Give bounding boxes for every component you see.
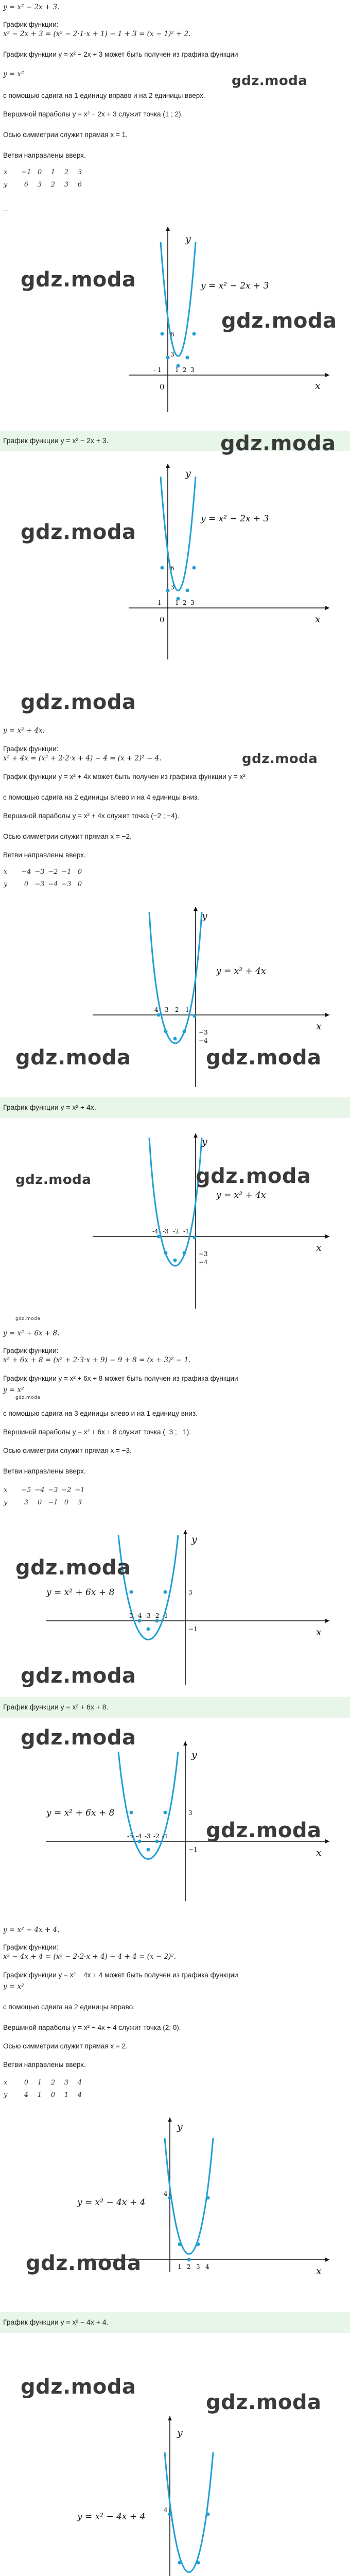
x-tick-label: 2: [183, 366, 187, 374]
caption-bar: [0, 2312, 350, 2333]
table-cell: 0: [37, 1498, 42, 1506]
y-tick-label: 4: [164, 2190, 168, 2197]
x-axis-label: x: [316, 1021, 322, 1032]
text-line: x² − 2x + 3 = (x² − 2·1·x + 1) − 1 + 3 = (x − 1)² + 2.: [3, 30, 191, 38]
x-tick-label: -5: [127, 1612, 133, 1619]
y-tick-label: 3: [188, 1589, 192, 1596]
table-cell: −1: [48, 1498, 58, 1506]
y-axis-label: y: [191, 1534, 197, 1545]
x-tick-label: - 1: [153, 366, 162, 374]
x-axis-label: x: [316, 1626, 322, 1638]
text-line: Осью симметрии служит прямая x = −3.: [3, 1447, 132, 1454]
curve-label: y = x² − 2x + 3: [201, 281, 269, 291]
x-tick-label: -4: [152, 1228, 159, 1235]
text-line: x² − 4x + 4 = (x² − 2·2·x + 4) − 4 + 4 = (x − 2)².: [3, 1953, 177, 1961]
watermark: gdz.moda: [15, 1172, 92, 1188]
table-cell: 3: [37, 180, 42, 189]
equation-2: y = x² + 4x.: [3, 726, 45, 735]
ellipsis: ...: [3, 205, 9, 213]
table-cell: −3: [34, 868, 45, 876]
text-line: Ветви направлены вверх.: [3, 151, 86, 159]
x-axis-label: x: [316, 2265, 322, 2277]
text-line: График функции:: [3, 745, 59, 753]
values-table: [3, 1484, 86, 1509]
origin-label: 0: [160, 615, 165, 624]
y-axis-label: y: [177, 2427, 183, 2438]
table-cell: −5: [21, 1486, 31, 1494]
curve-label: y = x² + 4x: [216, 1190, 266, 1200]
watermark: gdz.moda: [206, 1046, 322, 1070]
curve-label: y = x² − 2x + 3: [201, 514, 269, 524]
x-axis-label: x: [316, 1847, 322, 1858]
caption-bar: [0, 1697, 350, 1718]
text-line: Осью симметрии служит прямая x = 2.: [3, 2042, 128, 2050]
watermark: gdz.moda: [21, 690, 136, 714]
x-tick-label: -1: [162, 1833, 168, 1840]
x-tick-label: -2: [153, 1612, 160, 1619]
watermark: gdz.moda: [196, 1164, 311, 1188]
table-cell: 4: [77, 2078, 82, 2087]
table-cell: x: [4, 1486, 8, 1494]
table-cell: x: [4, 168, 8, 176]
table-row: [3, 1496, 86, 1509]
watermark: gdz.moda: [21, 1726, 136, 1750]
watermark-small: gdz.moda: [15, 1395, 41, 1400]
equation-4: y = x² − 4x + 4.: [3, 1926, 60, 1934]
x-tick-label: -4: [136, 1612, 142, 1619]
table-cell: −1: [75, 1486, 85, 1494]
y-axis-label: y: [191, 1749, 197, 1760]
table-cell: y: [4, 180, 8, 189]
table-cell: 1: [37, 2091, 42, 2099]
x-tick-label: 3: [190, 599, 195, 606]
x-tick-label: 4: [205, 2263, 209, 2270]
watermark-small: gdz.moda: [15, 1316, 41, 1321]
table-cell: −4: [34, 1486, 45, 1494]
values-table: [3, 866, 86, 890]
table-cell: x: [4, 2078, 8, 2087]
watermark: gdz.moda: [15, 1556, 131, 1580]
table-cell: −4: [48, 880, 58, 888]
text-line: y = x²: [3, 1386, 24, 1394]
table-cell: 3: [64, 2078, 69, 2087]
watermark: gdz.moda: [242, 751, 318, 767]
table-cell: 2: [64, 168, 69, 176]
table-cell: 1: [50, 168, 56, 176]
table-row: [3, 166, 86, 178]
x-tick-label: -1: [162, 1612, 168, 1619]
curve-label: y = x² − 4x + 4: [77, 2512, 146, 2522]
table-cell: y: [4, 2091, 8, 2099]
text-line: с помощью сдвига на 2 единицы вправо.: [3, 2003, 135, 2011]
y-tick-label: 4: [164, 2506, 168, 2514]
graph-caption: График функции y = x² − 4x + 4.: [3, 2318, 109, 2326]
table-row: [3, 866, 86, 878]
table-cell: 1: [37, 2078, 42, 2087]
x-tick-label: -3: [145, 1612, 151, 1619]
y-axis-label: y: [202, 1136, 207, 1147]
text-line: x² + 4x = (x² + 2·2·x + 4) − 4 = (x + 2)² − 4.: [3, 754, 162, 762]
curve-label: y = x² + 4x: [216, 966, 266, 976]
curve-label: y = x² − 4x + 4: [77, 2197, 146, 2208]
x-tick-label: - 1: [153, 599, 162, 606]
watermark: gdz.moda: [232, 73, 308, 89]
text-line: y = x²: [3, 70, 24, 78]
table-cell: 0: [64, 1498, 69, 1506]
table-cell: −1: [21, 168, 31, 176]
equation-3: y = x² + 6x + 8.: [3, 1329, 60, 1337]
text-line: График функции y = x² + 4x может быть получен из графика функции y = x²: [3, 773, 246, 781]
text-line: y = x²: [3, 1982, 24, 1991]
table-cell: 0: [50, 2091, 56, 2099]
y-tick-label: −1: [188, 1625, 198, 1633]
x-tick-label: -5: [127, 1833, 133, 1840]
text-line: x² + 6x + 8 = (x² + 2·3·x + 9) − 9 + 8 = (x + 3)² − 1.: [3, 1356, 191, 1364]
graph-1-copy: [0, 453, 350, 670]
table-cell: 0: [24, 2078, 29, 2087]
table-cell: x: [4, 868, 8, 876]
text-line: График функции y = x² + 6x + 8 может быть получен из графика функции: [3, 1375, 238, 1382]
x-tick-label: 2: [183, 599, 187, 606]
y-tick-label: 3: [170, 351, 174, 358]
text-line: Ветви направлены вверх.: [3, 2061, 86, 2069]
text-line: График функции:: [3, 1347, 59, 1354]
text-line: Ветви направлены вверх.: [3, 851, 86, 859]
x-tick-label: 3: [196, 2263, 200, 2270]
table-cell: 3: [64, 180, 69, 189]
table-row: [3, 2089, 86, 2101]
x-tick-label: -1: [183, 1228, 189, 1235]
text-line: Вершиной параболы y = x² + 4x служит точка (−2 ; −4).: [3, 812, 180, 820]
watermark: gdz.moda: [206, 2391, 322, 2414]
table-cell: 6: [77, 180, 82, 189]
text-line: Вершиной параболы y = x² − 4x + 4 служит точка (2; 0).: [3, 2024, 181, 2031]
x-axis-label: x: [316, 1242, 322, 1253]
watermark: gdz.moda: [26, 2251, 142, 2275]
table-cell: 3: [24, 1498, 29, 1506]
text-line: График функции:: [3, 1943, 59, 1951]
table-row: [3, 2076, 86, 2089]
table-cell: 0: [77, 880, 82, 888]
table-cell: −3: [61, 880, 72, 888]
table-row: [3, 1484, 86, 1496]
x-tick-label: -2: [153, 1833, 160, 1840]
text-line: Вершиной параболы y = x² + 6x + 8 служит точка (−3 ; −1).: [3, 1428, 191, 1436]
table-cell: y: [4, 880, 8, 888]
table-cell: 1: [64, 2091, 69, 2099]
table-row: [3, 178, 86, 191]
table-cell: −3: [48, 1486, 58, 1494]
watermark: gdz.moda: [206, 1819, 322, 1842]
table-cell: 0: [77, 868, 82, 876]
text-line: Осью симметрии служит прямая x = 1.: [3, 131, 128, 139]
table-cell: 4: [24, 2091, 29, 2099]
y-tick-label: −3: [199, 1250, 208, 1258]
x-tick-label: -3: [145, 1833, 151, 1840]
x-tick-label: -4: [152, 1006, 159, 1013]
y-tick-label: 6: [170, 331, 174, 338]
y-axis-label: y: [185, 233, 191, 245]
x-tick-label: -2: [173, 1228, 179, 1235]
table-cell: −2: [48, 868, 58, 876]
text-line: График функции y = x² − 4x + 4 может быть получен из графика функции: [3, 1971, 238, 1979]
values-table: [3, 166, 86, 191]
y-tick-label: −3: [199, 1029, 208, 1036]
y-axis-label: y: [202, 910, 207, 922]
watermark: gdz.moda: [221, 309, 337, 333]
graph-caption: График функции y = x² + 6x + 8.: [3, 1703, 109, 1711]
x-axis-label: x: [315, 614, 321, 625]
x-tick-label: -2: [173, 1006, 179, 1013]
curve-label: y = x² + 6x + 8: [46, 1808, 115, 1818]
origin-label: 0: [160, 382, 165, 392]
table-cell: −3: [34, 880, 45, 888]
text-line: с помощью сдвига на 2 единицы влево и на 4 единицы вниз.: [3, 793, 199, 801]
curve-label: y = x² + 6x + 8: [46, 1587, 115, 1598]
table-cell: 3: [77, 168, 82, 176]
table-row: [3, 878, 86, 890]
y-tick-label: −1: [188, 1846, 198, 1853]
graph-caption: График функции y = x² − 2x + 3.: [3, 436, 109, 445]
graph-caption: График функции y = x² + 4x.: [3, 1103, 96, 1111]
x-axis-label: x: [315, 380, 321, 392]
x-tick-label: -1: [183, 1006, 189, 1013]
x-tick-label: -3: [163, 1228, 169, 1235]
y-tick-label: 3: [188, 1809, 192, 1817]
watermark: gdz.moda: [15, 1046, 131, 1070]
table-cell: −4: [21, 868, 31, 876]
table-cell: 0: [37, 168, 42, 176]
table-cell: 2: [50, 180, 56, 189]
table-cell: 4: [77, 2091, 82, 2099]
text-line: с помощью сдвига на 3 единицы влево и на 1 единицу вниз.: [3, 1410, 198, 1417]
text-line: с помощью сдвига на 1 единицу вправо и на 2 единицы вверх.: [3, 92, 205, 99]
y-axis-label: y: [177, 2121, 183, 2132]
text-line: Вершиной параболы y = x² − 2x + 3 служит точка (1 ; 2).: [3, 110, 183, 118]
text-line: Ветви направлены вверх.: [3, 1467, 86, 1475]
text-line: Осью симметрии служит прямая x = −2.: [3, 833, 132, 840]
y-tick-label: 6: [170, 565, 174, 572]
x-tick-label: 2: [187, 2263, 191, 2270]
y-tick-label: 3: [170, 584, 174, 591]
table-cell: −1: [61, 868, 72, 876]
table-cell: 3: [77, 1498, 82, 1506]
x-tick-label: 1: [175, 599, 179, 606]
watermark: gdz.moda: [220, 432, 336, 455]
y-tick-label: −4: [199, 1259, 208, 1266]
graph-2: [0, 896, 350, 1103]
y-axis-label: y: [185, 468, 191, 479]
text-line: График функции:: [3, 21, 59, 28]
x-tick-label: 1: [175, 366, 179, 374]
values-table: [3, 2076, 86, 2101]
watermark: gdz.moda: [21, 1664, 136, 1688]
caption-bar: [0, 1097, 350, 1118]
table-cell: 2: [50, 2078, 56, 2087]
watermark: gdz.moda: [21, 268, 136, 292]
x-tick-label: 1: [178, 2263, 182, 2270]
table-cell: 0: [24, 880, 29, 888]
table-cell: y: [4, 1498, 8, 1506]
watermark: gdz.moda: [21, 2375, 136, 2399]
x-tick-label: -4: [136, 1833, 142, 1840]
x-tick-label: 3: [190, 366, 195, 374]
watermark: gdz.moda: [21, 520, 136, 544]
equation-1: y = x² − 2x + 3.: [3, 3, 60, 11]
x-tick-label: -3: [163, 1006, 169, 1013]
graph-2-copy: [0, 1123, 350, 1319]
text-line: График функции y = x² − 2x + 3 может быть получен из графика функции: [3, 50, 238, 58]
table-cell: 6: [24, 180, 29, 189]
table-cell: −2: [61, 1486, 72, 1494]
y-tick-label: −4: [199, 1037, 208, 1044]
